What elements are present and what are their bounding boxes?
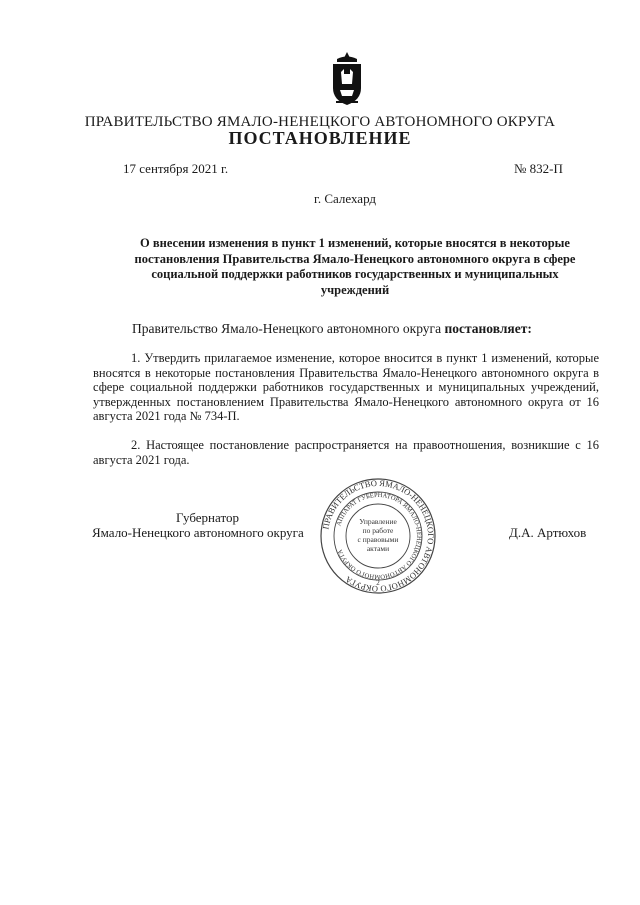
stamp-line-2: по работе: [362, 526, 394, 535]
organization-name: ПРАВИТЕЛЬСТВО ЯМАЛО-НЕНЕЦКОГО АВТОНОМНОГО ОКРУГА: [84, 114, 556, 130]
paragraph-2: [93, 438, 599, 467]
signature-title: Губернатор: [176, 510, 239, 525]
stamp-line-3: с правовыми: [357, 535, 399, 544]
document-type: ПОСТАНОВЛЕНИЕ: [228, 128, 412, 148]
document-title: О внесении изменения в пункт 1 изменений, которые вносятся в некоторые постановления Правительства Ямало-Ненецкого автономного округа в сфере социальной поддержки работников государственных и муниципальных учреждений: [134, 236, 576, 297]
coat-of-arms-icon: [328, 50, 366, 108]
document-date: 17 сентября 2021 г.: [123, 161, 229, 176]
signature-region: Ямало-Ненецкого автономного округа: [92, 525, 304, 540]
stamp-outer-text: ПРАВИТЕЛЬСТВО ЯМАЛО-НЕНЕЦКОГО АВТОНОМНОГО ОКРУГА: [320, 477, 437, 595]
paragraph-2-text: 2. Настоящее постановление распространяется на правоотношения, возникшие с 16 августа 2021 года.: [93, 438, 599, 467]
intro-line: [132, 321, 532, 337]
document-number: № 832-П: [514, 161, 563, 176]
paragraph-1: [93, 351, 599, 424]
stamp-line-4: актами: [366, 544, 390, 553]
stamp-inner-ring-text: АППАРАТ ГУБЕРНАТОРА ЯМАЛО-НЕНЕЦКОГО АВТОНОМНОГО ОКРУГА: [335, 491, 423, 581]
intro-emphasis: постановляет:: [444, 321, 532, 336]
document-city: г. Салехард: [313, 191, 377, 206]
intro-text: Правительство Ямало-Ненецкого автономного округа: [132, 321, 445, 336]
official-stamp: [318, 476, 438, 596]
stamp-number: 2: [376, 579, 380, 587]
stamp-line-1: Управление: [359, 517, 397, 526]
signature-name: Д.А. Артюхов: [509, 525, 587, 540]
paragraph-1-text: 1. Утвердить прилагаемое изменение, которое вносится в пункт 1 изменений, которые вносятся в некоторые постановления Правительства Ямало-Ненецкого автономного округа в сфере социальной поддержки работников государственных и муниципальных учреждений, утвержденных постановлением Правительства Ямало-Ненецкого автономного округа от 16 августа 2021 года № 734-П.: [93, 351, 599, 423]
